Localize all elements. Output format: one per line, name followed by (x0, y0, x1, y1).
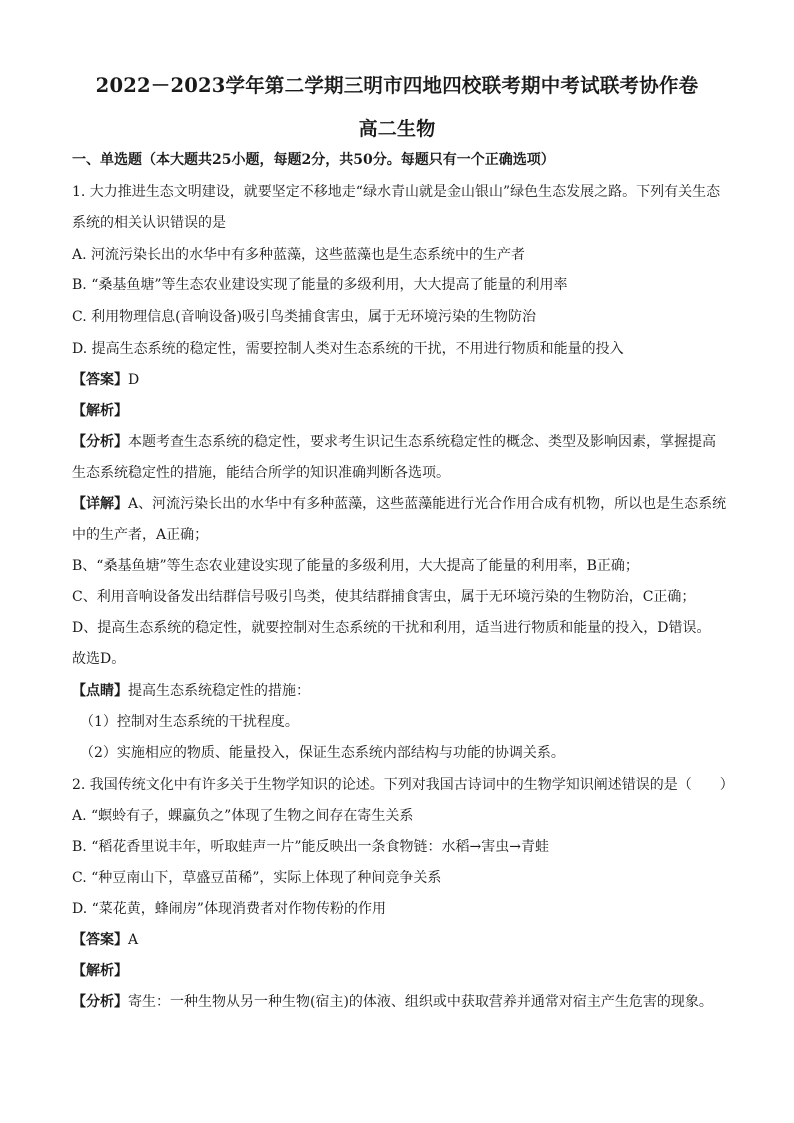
q1-fenxi-line-1 (72, 432, 732, 452)
xiangjie-text: A、河流污染长出的水华中有多种蓝藻，这些蓝藻能进行光合作用合成有机物，所以也是生态系统 (128, 496, 727, 512)
q1-point-1: （1）控制对生态系统的干扰程度。 (80, 714, 299, 730)
q1-fenxi-line-2: 生态系统稳定性的措施，能结合所学的知识准确判断各选项。 (72, 465, 450, 481)
xiangjie-tag: 【详解】 (72, 496, 128, 512)
q1-option-a: A. 河流污染长出的水华中有多种蓝藻，这些蓝藻也是生态系统中的生产者 (72, 247, 526, 263)
q1-point-2: （2）实施相应的物质、能量投入，保证生态系统内部结构与功能的协调关系。 (80, 745, 565, 761)
q2-stem: 2. 我国传统文化中有许多关于生物学知识的论述。下列对我国古诗词中的生物学知识阐述错误的是（ ） (72, 777, 734, 793)
q2-option-b: B. “稻花香里说丰年，听取蛙声一片”能反映出一条食物链：水稻→害虫→青蛙 (72, 839, 549, 855)
answer-tag: 【答案】 (72, 372, 128, 388)
q1-xiangjie-c: C、利用音响设备发出结群信号吸引鸟类，使其结群捕食害虫，属于无环境污染的生物防治，C正确； (72, 589, 696, 605)
answer-tag: 【答案】 (72, 932, 128, 948)
page-subtitle: 高二生物 (358, 118, 436, 140)
q1-stem-line-1: 1. 大力推进生态文明建设，就要坚定不移地走“绿水青山就是金山银山”绿色生态发展之路。下列有关生态 (72, 184, 721, 200)
fenxi-text: 本题考查生态系统的稳定性，要求考生识记生态系统稳定性的概念、类型及影响因素，掌握提高 (128, 434, 716, 450)
q1-option-b: B. “桑基鱼塘”等生态农业建设实现了能量的多级利用，大大提高了能量的利用率 (72, 277, 568, 293)
dianjing-text: 提高生态系统稳定性的措施： (128, 683, 310, 699)
page-title: 2022－2023学年第二学期三明市四地四校联考期中考试联考协作卷 (95, 74, 699, 97)
q1-xiangjie-b: B、“桑基鱼塘”等生态农业建设实现了能量的多级利用，大大提高了能量的利用率，B正确； (72, 558, 639, 574)
q2-analysis-tag: 【解析】 (72, 963, 128, 979)
q2-fenxi (72, 992, 732, 1012)
q1-option-d: D. 提高生态系统的稳定性，需要控制人类对生态系统的干扰，不用进行物质和能量的投入 (72, 341, 624, 357)
q2-answer (72, 930, 732, 950)
q1-xiangjie-line-2: 中的生产者，A正确； (72, 527, 209, 543)
q1-stem-line-2: 系统的相关认识错误的是 (72, 215, 226, 231)
fenxi-tag: 【分析】 (72, 434, 128, 450)
dianjing-tag: 【点睛】 (72, 683, 128, 699)
q1-option-c: C. 利用物理信息(音响设备)吸引鸟类捕食害虫，属于无环境污染的生物防治 (72, 309, 537, 325)
q1-analysis-tag: 【解析】 (72, 403, 128, 419)
q2-option-d: D. “菜花黄，蜂闹房”体现消费者对作物传粉的作用 (72, 901, 386, 917)
q2-option-a: A. “螟蛉有子，蜾蠃负之”体现了生物之间存在寄生关系 (72, 808, 414, 824)
q2-option-c: C. “种豆南山下，草盛豆苗稀”，实际上体现了种间竞争关系 (72, 870, 442, 886)
fenxi-text: 寄生：一种生物从另一种生物(宿主)的体液、组织或中获取营养并通常对宿主产生危害的现象。 (128, 994, 713, 1010)
q1-xiangjie-line-1 (72, 494, 732, 514)
answer-value: D (128, 372, 140, 388)
q1-choose: 故选D。 (72, 651, 126, 667)
q1-xiangjie-d: D、提高生态系统的稳定性，就要控制对生态系统的干扰和利用，适当进行物质和能量的投入，D错误。 (72, 620, 711, 636)
section-heading: 一、单选题（本大题共25小题，每题2分，共50分。每题只有一个正确选项） (72, 152, 555, 168)
fenxi-tag: 【分析】 (72, 994, 128, 1010)
answer-value: A (128, 932, 139, 948)
q1-answer (72, 370, 732, 390)
q1-dianjing (72, 681, 732, 701)
